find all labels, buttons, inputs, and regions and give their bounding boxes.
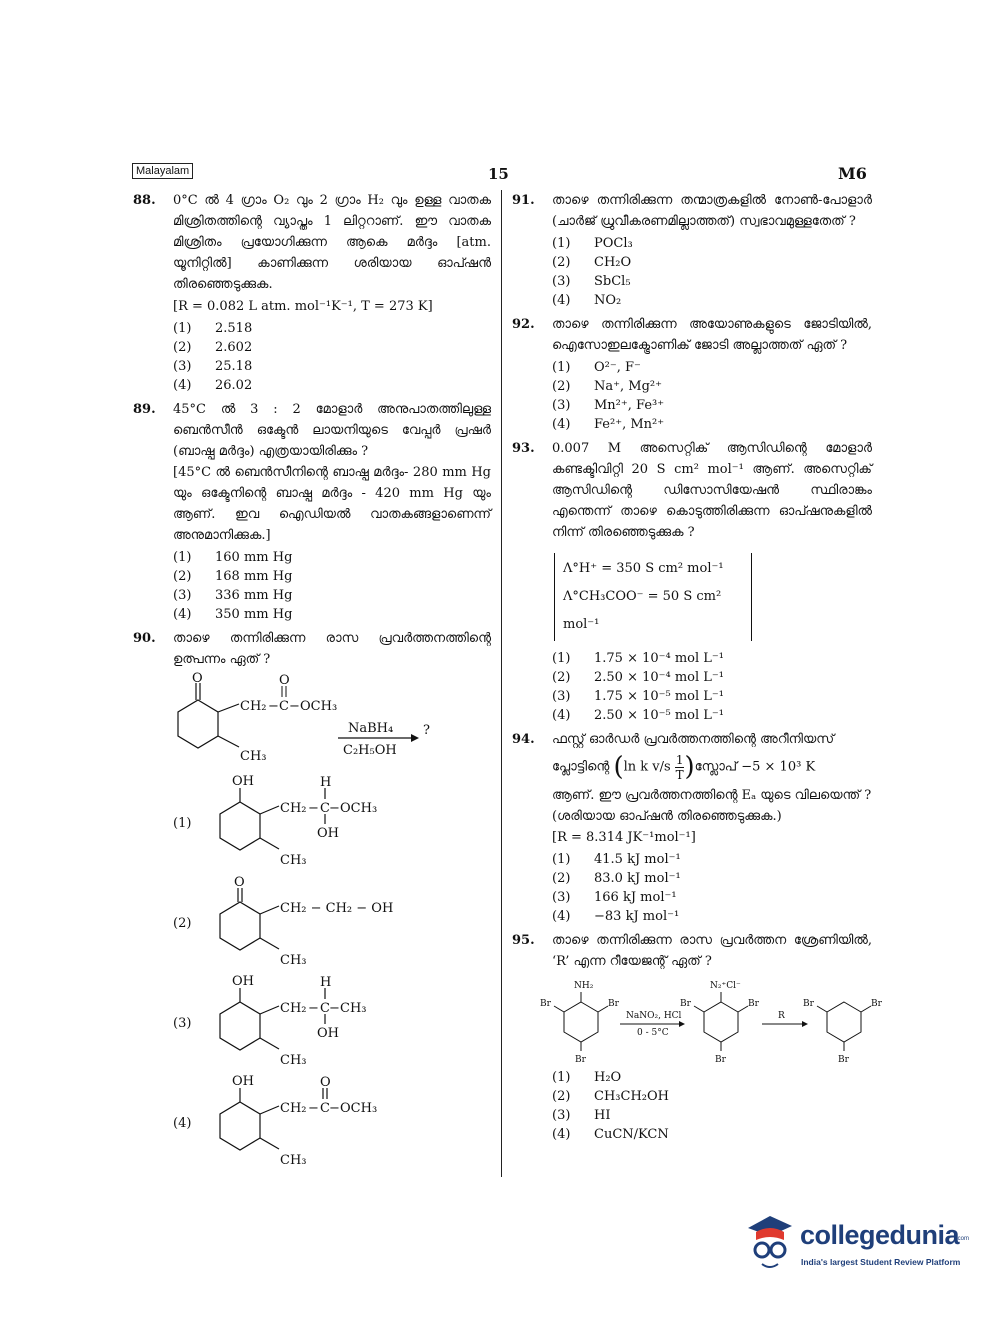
atom-label: C (279, 699, 289, 714)
booklet-code: M6 (838, 164, 867, 183)
atom-label: O (279, 673, 290, 688)
option-label: (1) (173, 550, 192, 565)
option-value: CH₃CH₂OH (594, 1088, 669, 1104)
paren-open: ( (613, 752, 624, 782)
option-structure (215, 874, 405, 972)
option-list (173, 548, 491, 624)
option-label: (3) (552, 889, 571, 905)
paren-close: ) (684, 752, 695, 782)
collegedunia-logo[interactable] (740, 1210, 970, 1280)
option-label: (2) (552, 255, 571, 270)
option-label: (2) (552, 670, 571, 685)
option-label: (3) (173, 588, 192, 603)
option-label: (2) (552, 379, 571, 394)
option-label: (1) (552, 1069, 571, 1085)
reagent-condition: NaNO₂, HCl (626, 1010, 682, 1021)
option-list (552, 1068, 872, 1144)
option[interactable] (552, 358, 872, 377)
constant-acetate: Λ°CH₃COO⁻ = 50 S cm² mol⁻¹ (563, 589, 722, 632)
bond-dash: − (308, 1101, 319, 1116)
atom-label: H (320, 975, 332, 990)
option[interactable] (552, 377, 872, 396)
option-structure (215, 774, 405, 872)
question-text: 45°C ൽ 3 : 2 മോളാർ അനുപാതത്തിലുള്ള ബെൻസീൻ ഒക്ടേൻ ലായനിയുടെ വേപ്പർ പ്രഷർ (ബാഷ്പ മർദ്ദം) എത്രയായിരിക്കും ? (173, 402, 491, 459)
option[interactable] (552, 687, 872, 706)
option-label: (2) (173, 340, 192, 355)
question-text: 0°C ൽ 4 ഗ്രാം O₂ വും 2 ഗ്രാം H₂ വും ഉള്ള വാതക മിശ്രിതത്തിന്റെ വ്യാപ്തം 1 ലിറ്ററാണ്. ഈ വാതക മിശ്രിതം പ്രയോഗിക്കുന്ന ആകെ മർദ്ദം [atm. യൂനിറ്റിൽ] കാണിക്കുന്ന ശരിയായ ഓപ്ഷൻ തിരഞ്ഞെടുക്കുക. (173, 193, 491, 292)
option[interactable] (552, 850, 872, 869)
option-value: CuCN/KCN (594, 1126, 669, 1142)
bond-dash: − (308, 1001, 319, 1016)
option[interactable] (552, 1068, 872, 1087)
option[interactable] (552, 649, 872, 668)
conductivity-constants (554, 553, 752, 641)
page-number: 15 (488, 165, 509, 183)
option[interactable] (552, 272, 872, 291)
option-value: HI (594, 1107, 611, 1123)
atom-label: O (320, 1075, 331, 1090)
option-label: (4) (552, 293, 571, 308)
question-text: താഴെ തന്നിരിക്കുന്ന രാസ പ്രവർത്തനത്തിന്റെ ഉത്പന്നം ഏത് ? (173, 631, 491, 667)
option-value: H₂O (594, 1069, 622, 1085)
option-value: POCl₃ (594, 236, 633, 251)
option-value: 41.5 kJ mol⁻¹ (594, 851, 681, 867)
option-value: Fe²⁺, Mn²⁺ (594, 417, 665, 432)
option[interactable] (173, 338, 491, 357)
option-label: (4) (552, 708, 571, 723)
group-label: OCH₃ (340, 801, 378, 816)
option-list (552, 850, 872, 926)
option-label: (1) (552, 360, 571, 375)
question-text: താഴെ തന്നിരിക്കുന്ന അയോണുകളുടെ ജോടിയിൽ, ഐസോഇലക്ട്രോണിക് ജോടി അല്ലാത്തത് ഏത് ? (552, 317, 872, 353)
group-label: CH₃ (240, 749, 267, 764)
option-value: −83 kJ mol⁻¹ (594, 908, 680, 924)
reagent-r: R (778, 1010, 785, 1021)
option[interactable] (552, 1106, 872, 1125)
option-label: (4) (552, 417, 571, 432)
option-label: (1) (173, 321, 192, 336)
question-text: താഴെ തന്നിരിക്കുന്ന തന്മാത്രകളിൽ നോൺ-പോളാർ (ചാർജ് ധ്രുവീകരണമില്ലാത്തത്) സ്വഭാവമുള്ളതേത് ? (552, 193, 872, 229)
option[interactable] (552, 869, 872, 888)
question-number: 93. (512, 441, 535, 456)
bromo-group: Br (803, 998, 814, 1009)
bromo-group: Br (748, 998, 759, 1009)
bond-dash: − (308, 801, 319, 816)
option-value: 350 mm Hg (215, 607, 293, 622)
option-value: 336 mm Hg (215, 588, 293, 603)
atom-label: OH (317, 1026, 339, 1041)
option-label: (4) (173, 1115, 192, 1131)
option-label: (3) (552, 274, 571, 289)
constant-h-plus: Λ°H⁺ = 350 S cm² mol⁻¹ (563, 561, 724, 576)
question-number: 94. (512, 732, 535, 747)
option[interactable] (552, 668, 872, 687)
option[interactable] (552, 396, 872, 415)
question-text: താഴെ തന്നിരിക്കുന്ന രാസ പ്രവർത്തന ശ്രേണിയിൽ, ‘R’ എന്ന റീയേജന്റ് ഏത് ? (552, 932, 872, 969)
question-text: 0.007 M അസെറ്റിക് ആസിഡിന്റെ മോളാർ കണ്ടക്ടിവിറ്റി 20 S cm² mol⁻¹ ആണ്. അസെറ്റിക് ആസിഡിന്റെ ഡിസോസിയേഷൻ സ്ഥിരാങ്കം എന്തെന്ന് താഴെ കൊടുത്തിരിക്കുന്ന ഓപ്ഷനുകളിൽ നിന്ന് തിരഞ്ഞെടുക്കുക ? (552, 441, 872, 540)
plot-label: ln k v/s (623, 759, 671, 775)
option-structure (215, 974, 405, 1072)
question-number: 91. (512, 193, 535, 208)
option-value: Mn²⁺, Fe³⁺ (594, 398, 665, 413)
option-value: 160 mm Hg (215, 550, 293, 565)
group-label: OCH₃ (340, 1101, 378, 1116)
bromo-group: Br (540, 998, 551, 1009)
atom-label: C (320, 1101, 330, 1116)
option[interactable] (552, 234, 872, 253)
atom-label: C (320, 801, 330, 816)
option[interactable] (173, 376, 491, 395)
right-column (512, 190, 882, 1148)
question-93 (512, 438, 872, 725)
option[interactable] (552, 907, 872, 926)
cyclohexanone-ring (178, 683, 239, 748)
question-instruction: (ശരിയായ ഓപ്ഷൻ തിരഞ്ഞെടുക്കുക.) (552, 808, 782, 824)
question-number: 95. (512, 932, 535, 948)
brand-tagline: India's largest Student Review Platform (801, 1257, 961, 1267)
group-label: CH₂ − CH₂ − OH (280, 901, 394, 916)
atom-label: O (234, 875, 245, 890)
atom-label: OH (232, 774, 254, 789)
option-value: NO₂ (594, 293, 622, 308)
brand-name: collegedunia (800, 1220, 960, 1250)
reagent-condition: 0 - 5°C (637, 1027, 669, 1038)
option-list (552, 358, 872, 434)
option[interactable] (552, 888, 872, 907)
fraction (675, 753, 685, 782)
option[interactable] (552, 706, 872, 725)
option[interactable] (173, 319, 491, 338)
group-label: CH₃ (340, 1001, 367, 1016)
atom-label: O (192, 672, 203, 686)
column-divider (501, 190, 502, 1177)
option[interactable] (173, 874, 491, 972)
group-label: CH₂ (280, 1101, 307, 1116)
fraction-numerator: 1 (675, 752, 684, 767)
option-list (552, 649, 872, 725)
question-text: സ്ലോപ് (694, 759, 738, 775)
question-constants: [45°C ൽ ബെൻസീനിന്റെ ബാഷ്പ മർദ്ദം- 280 mm Hg യും ഒക്ടേനിന്റെ ബാഷ്പ മർദ്ദം - 420 mm Hg യും ആണ്. ഇവ ഐഡിയൽ വാതകങ്ങളാണെന്ന് അനുമാനിക്കുക.] (173, 465, 491, 543)
atom-label: OH (232, 974, 254, 989)
question-number: 90. (133, 631, 156, 646)
option[interactable] (173, 567, 491, 586)
option-label: (4) (173, 607, 192, 622)
option-label: (1) (552, 236, 571, 251)
question-text: പ്ലോട്ടിന്റെ (552, 759, 610, 775)
option-label: (2) (173, 915, 192, 931)
bromo-group: Br (715, 1054, 726, 1065)
group-label: CH₃ (280, 1053, 307, 1068)
option[interactable] (552, 1087, 872, 1106)
option-label: (4) (552, 1126, 571, 1142)
bromo-group: Br (608, 998, 619, 1009)
atom-label: OH (232, 1074, 254, 1089)
option-label: (1) (173, 815, 192, 831)
atom-label: C (320, 1001, 330, 1016)
atom-label: H (320, 775, 332, 790)
option[interactable] (173, 774, 491, 872)
question-number: 92. (512, 317, 535, 332)
reaction-scheme (536, 978, 891, 1066)
question-88 (133, 190, 491, 395)
diazonium-group: N₂⁺Cl⁻ (710, 980, 741, 991)
bond-dash: − (329, 801, 340, 816)
option-value: 1.75 × 10⁻⁵ mol L⁻¹ (594, 689, 724, 704)
mascot-icon (740, 1210, 798, 1278)
option[interactable] (552, 415, 872, 434)
option-label: (2) (173, 569, 192, 584)
option[interactable] (552, 253, 872, 272)
option-label: (1) (552, 651, 571, 666)
group-label: CH₂ (280, 801, 307, 816)
option-value: CH₂O (594, 255, 632, 270)
option[interactable] (552, 1125, 872, 1144)
bromo-group: Br (575, 1054, 586, 1065)
group-label: CH₃ (280, 1153, 307, 1168)
option-value: 2.50 × 10⁻⁵ mol L⁻¹ (594, 708, 724, 723)
option-value: 168 mm Hg (215, 569, 293, 584)
question-text-line (552, 750, 872, 785)
product-mark: ? (423, 723, 430, 738)
option[interactable] (173, 605, 491, 624)
option-value: 83.0 kJ mol⁻¹ (594, 870, 681, 886)
left-column (133, 190, 491, 1176)
option-structure (215, 1074, 405, 1172)
bromo-group: Br (838, 1054, 849, 1065)
option-label: (3) (552, 1107, 571, 1123)
question-95 (512, 930, 882, 1144)
option-label: (4) (173, 378, 192, 393)
option-label: (3) (552, 398, 571, 413)
option-value: 2.518 (215, 321, 253, 336)
reagent-top: NaBH₄ (348, 721, 394, 736)
option[interactable] (173, 1074, 491, 1172)
language-tag: Malayalam (132, 163, 193, 179)
question-constants: [R = 0.082 L atm. mol⁻¹K⁻¹, T = 273 K] (173, 299, 433, 314)
option-value: 26.02 (215, 378, 253, 393)
bond-dash: − (268, 699, 279, 714)
option-label: (3) (552, 689, 571, 704)
option-label: (3) (173, 1015, 192, 1031)
option-value: 166 kJ mol⁻¹ (594, 889, 677, 905)
bromo-group: Br (871, 998, 882, 1009)
bond-dash: − (289, 699, 300, 714)
group-label: CH₂ (280, 1001, 307, 1016)
option-label: (2) (552, 870, 571, 886)
option[interactable] (173, 974, 491, 1072)
atom-label: OH (317, 826, 339, 841)
question-90 (133, 628, 491, 1172)
group-label: CH₃ (280, 953, 307, 968)
group-label: CH₂ (240, 699, 267, 714)
question-number: 88. (133, 193, 156, 208)
group-label: CH₃ (280, 853, 307, 868)
question-91 (512, 190, 872, 310)
amine-group: NH₂ (574, 980, 594, 991)
bond-dash: − (329, 1001, 340, 1016)
option[interactable] (173, 357, 491, 376)
slope-value: −5 × 10³ K (741, 759, 816, 775)
option[interactable] (552, 291, 872, 310)
option-value: 2.50 × 10⁻⁴ mol L⁻¹ (594, 670, 724, 685)
question-text: ആണ്. ഈ പ്രവർത്തനത്തിന്റെ Eₐ യുടെ വിലയെന്ത് ? (552, 787, 872, 803)
question-constants: [R = 8.314 JK⁻¹mol⁻¹] (552, 829, 696, 845)
fraction-denominator: T (675, 767, 684, 782)
option-value: 1.75 × 10⁻⁴ mol L⁻¹ (594, 651, 724, 666)
question-number: 89. (133, 402, 156, 417)
option-value: SbCl₅ (594, 274, 631, 289)
question-92 (512, 314, 872, 434)
option-list (552, 234, 872, 310)
option-label: (1) (552, 851, 571, 867)
option[interactable] (173, 586, 491, 605)
option-label: (4) (552, 908, 571, 924)
option[interactable] (173, 548, 491, 567)
option-list (173, 319, 491, 395)
brand-domain: .com (956, 1236, 970, 1242)
option-value: Na⁺, Mg²⁺ (594, 379, 662, 394)
bond-dash: − (329, 1101, 340, 1116)
question-text: ഫസ്റ്റ് ഓർഡർ പ്രവർത്തനത്തിന്റെ അറീനിയസ് (552, 732, 835, 747)
option-value: 2.602 (215, 340, 253, 355)
option-value: 25.18 (215, 359, 253, 374)
group-label: OCH₃ (300, 699, 338, 714)
reagent-bottom: C₂H₅OH (343, 743, 397, 758)
question-89 (133, 399, 491, 624)
question-94 (512, 729, 872, 926)
option-value: O²⁻, F⁻ (594, 360, 641, 375)
bromo-group: Br (680, 998, 691, 1009)
reaction-scheme (173, 672, 493, 772)
option-label: (3) (173, 359, 192, 374)
option-label: (2) (552, 1088, 571, 1104)
